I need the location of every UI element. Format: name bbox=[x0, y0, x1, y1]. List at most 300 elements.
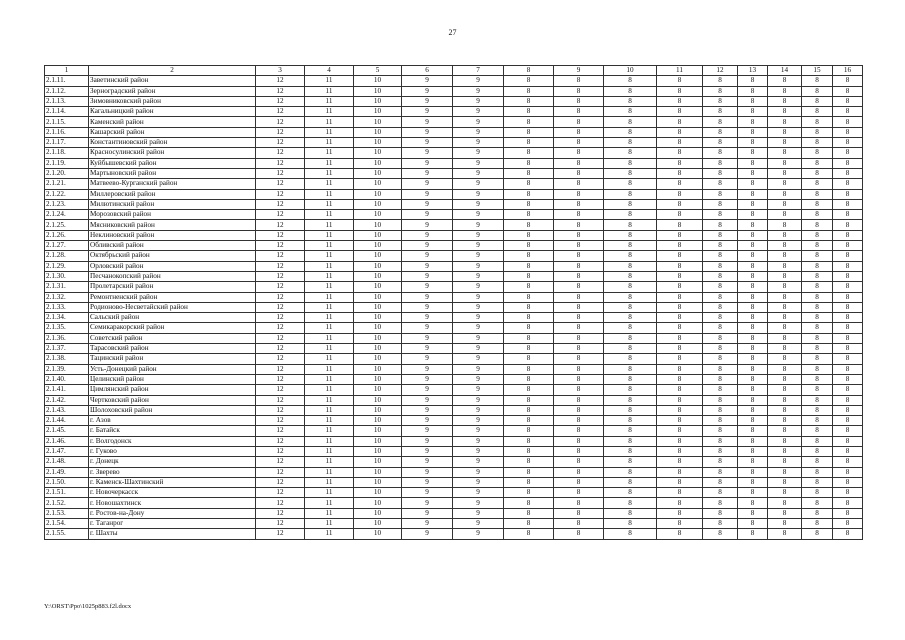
row-value-cell: 8 bbox=[768, 86, 802, 96]
row-value-cell: 8 bbox=[833, 189, 863, 199]
table-row bbox=[45, 477, 863, 487]
row-value-cell: 9 bbox=[453, 446, 504, 456]
row-value-cell: 8 bbox=[504, 529, 554, 539]
row-value-cell: 12 bbox=[256, 179, 305, 189]
row-value-cell: 9 bbox=[402, 467, 453, 477]
row-name-cell: Шолоховский район bbox=[89, 405, 256, 415]
row-value-cell: 8 bbox=[833, 457, 863, 467]
row-value-cell: 11 bbox=[305, 436, 354, 446]
row-value-cell: 11 bbox=[305, 395, 354, 405]
row-value-cell: 9 bbox=[402, 282, 453, 292]
row-value-cell: 9 bbox=[402, 498, 453, 508]
row-value-cell: 12 bbox=[256, 529, 305, 539]
row-value-cell: 9 bbox=[453, 230, 504, 240]
row-value-cell: 8 bbox=[554, 313, 604, 323]
row-value-cell: 10 bbox=[354, 529, 402, 539]
row-value-cell: 9 bbox=[402, 138, 453, 148]
row-value-cell: 10 bbox=[354, 488, 402, 498]
row-value-cell: 8 bbox=[703, 282, 738, 292]
row-name-cell: Песчанокопский район bbox=[89, 271, 256, 281]
row-value-cell: 8 bbox=[703, 251, 738, 261]
row-value-cell: 9 bbox=[453, 498, 504, 508]
row-value-cell: 8 bbox=[554, 416, 604, 426]
row-value-cell: 9 bbox=[402, 436, 453, 446]
row-value-cell: 10 bbox=[354, 96, 402, 106]
row-value-cell: 8 bbox=[657, 426, 703, 436]
column-header: 6 bbox=[402, 66, 453, 76]
row-value-cell: 9 bbox=[453, 199, 504, 209]
row-value-cell: 8 bbox=[833, 96, 863, 106]
row-value-cell: 8 bbox=[833, 529, 863, 539]
row-value-cell: 8 bbox=[768, 477, 802, 487]
table-row bbox=[45, 199, 863, 209]
row-value-cell: 8 bbox=[833, 282, 863, 292]
row-value-cell: 8 bbox=[703, 344, 738, 354]
row-value-cell: 8 bbox=[802, 117, 833, 127]
row-value-cell: 8 bbox=[738, 323, 768, 333]
row-value-cell: 8 bbox=[504, 241, 554, 251]
row-value-cell: 8 bbox=[768, 364, 802, 374]
row-value-cell: 9 bbox=[453, 168, 504, 178]
row-value-cell: 9 bbox=[453, 96, 504, 106]
row-value-cell: 9 bbox=[453, 117, 504, 127]
row-value-cell: 8 bbox=[833, 333, 863, 343]
row-value-cell: 8 bbox=[703, 364, 738, 374]
row-value-cell: 9 bbox=[453, 436, 504, 446]
row-value-cell: 8 bbox=[802, 323, 833, 333]
row-code-cell: 2.1.50. bbox=[45, 477, 89, 487]
row-value-cell: 12 bbox=[256, 210, 305, 220]
row-value-cell: 9 bbox=[453, 385, 504, 395]
row-value-cell: 8 bbox=[802, 148, 833, 158]
row-value-cell: 8 bbox=[738, 313, 768, 323]
row-value-cell: 8 bbox=[554, 333, 604, 343]
row-value-cell: 12 bbox=[256, 519, 305, 529]
row-code-cell: 2.1.33. bbox=[45, 302, 89, 312]
row-value-cell: 8 bbox=[604, 508, 657, 518]
row-value-cell: 8 bbox=[833, 76, 863, 86]
row-value-cell: 11 bbox=[305, 271, 354, 281]
row-value-cell: 8 bbox=[657, 292, 703, 302]
row-value-cell: 8 bbox=[802, 529, 833, 539]
row-value-cell: 8 bbox=[504, 374, 554, 384]
row-value-cell: 8 bbox=[504, 364, 554, 374]
row-value-cell: 10 bbox=[354, 158, 402, 168]
row-code-cell: 2.1.53. bbox=[45, 508, 89, 518]
table-row bbox=[45, 230, 863, 240]
table-row bbox=[45, 148, 863, 158]
row-value-cell: 8 bbox=[554, 76, 604, 86]
table-row bbox=[45, 158, 863, 168]
row-value-cell: 9 bbox=[402, 477, 453, 487]
row-value-cell: 8 bbox=[703, 189, 738, 199]
row-value-cell: 8 bbox=[738, 302, 768, 312]
row-value-cell: 8 bbox=[657, 333, 703, 343]
row-value-cell: 12 bbox=[256, 271, 305, 281]
row-value-cell: 8 bbox=[504, 436, 554, 446]
row-value-cell: 9 bbox=[453, 220, 504, 230]
row-code-cell: 2.1.32. bbox=[45, 292, 89, 302]
row-value-cell: 8 bbox=[768, 508, 802, 518]
row-code-cell: 2.1.37. bbox=[45, 344, 89, 354]
row-value-cell: 8 bbox=[657, 457, 703, 467]
row-value-cell: 8 bbox=[604, 477, 657, 487]
row-name-cell: Ремонтненский район bbox=[89, 292, 256, 302]
row-value-cell: 8 bbox=[703, 127, 738, 137]
table-row bbox=[45, 323, 863, 333]
table-row bbox=[45, 498, 863, 508]
row-value-cell: 9 bbox=[402, 148, 453, 158]
row-value-cell: 8 bbox=[504, 96, 554, 106]
row-value-cell: 8 bbox=[554, 519, 604, 529]
row-value-cell: 9 bbox=[453, 416, 504, 426]
page-number: 27 bbox=[448, 28, 457, 37]
row-value-cell: 8 bbox=[833, 467, 863, 477]
row-value-cell: 8 bbox=[738, 96, 768, 106]
row-value-cell: 8 bbox=[833, 416, 863, 426]
row-value-cell: 8 bbox=[768, 168, 802, 178]
row-value-cell: 8 bbox=[703, 168, 738, 178]
table-row bbox=[45, 488, 863, 498]
row-value-cell: 8 bbox=[768, 241, 802, 251]
row-value-cell: 11 bbox=[305, 241, 354, 251]
row-name-cell: Родионово-Несветайский район bbox=[89, 302, 256, 312]
row-value-cell: 8 bbox=[554, 364, 604, 374]
row-value-cell: 8 bbox=[802, 138, 833, 148]
row-value-cell: 8 bbox=[554, 220, 604, 230]
row-value-cell: 8 bbox=[703, 241, 738, 251]
row-value-cell: 8 bbox=[604, 76, 657, 86]
row-value-cell: 12 bbox=[256, 436, 305, 446]
row-value-cell: 8 bbox=[504, 446, 554, 456]
row-value-cell: 10 bbox=[354, 168, 402, 178]
row-value-cell: 8 bbox=[833, 374, 863, 384]
row-value-cell: 10 bbox=[354, 251, 402, 261]
row-value-cell: 9 bbox=[402, 529, 453, 539]
row-value-cell: 9 bbox=[402, 405, 453, 415]
row-value-cell: 10 bbox=[354, 138, 402, 148]
row-value-cell: 8 bbox=[504, 405, 554, 415]
row-value-cell: 8 bbox=[802, 364, 833, 374]
column-header: 1 bbox=[45, 66, 89, 76]
row-value-cell: 8 bbox=[657, 282, 703, 292]
column-header: 16 bbox=[833, 66, 863, 76]
row-name-cell: Константиновский район bbox=[89, 138, 256, 148]
row-value-cell: 9 bbox=[453, 519, 504, 529]
row-value-cell: 8 bbox=[802, 210, 833, 220]
row-value-cell: 8 bbox=[504, 282, 554, 292]
row-value-cell: 8 bbox=[604, 96, 657, 106]
row-value-cell: 8 bbox=[657, 220, 703, 230]
row-code-cell: 2.1.36. bbox=[45, 333, 89, 343]
row-value-cell: 8 bbox=[604, 210, 657, 220]
row-value-cell: 8 bbox=[554, 148, 604, 158]
row-value-cell: 9 bbox=[453, 261, 504, 271]
row-code-cell: 2.1.22. bbox=[45, 189, 89, 199]
table-header-row bbox=[45, 66, 863, 76]
row-value-cell: 8 bbox=[554, 385, 604, 395]
row-code-cell: 2.1.48. bbox=[45, 457, 89, 467]
row-value-cell: 12 bbox=[256, 323, 305, 333]
row-value-cell: 12 bbox=[256, 467, 305, 477]
row-value-cell: 8 bbox=[768, 302, 802, 312]
row-value-cell: 10 bbox=[354, 405, 402, 415]
row-value-cell: 11 bbox=[305, 210, 354, 220]
row-value-cell: 8 bbox=[604, 385, 657, 395]
row-code-cell: 2.1.47. bbox=[45, 446, 89, 456]
row-value-cell: 12 bbox=[256, 107, 305, 117]
row-value-cell: 8 bbox=[833, 158, 863, 168]
row-value-cell: 8 bbox=[768, 323, 802, 333]
row-value-cell: 8 bbox=[657, 251, 703, 261]
row-name-cell: г. Новошахтинск bbox=[89, 498, 256, 508]
row-value-cell: 8 bbox=[833, 210, 863, 220]
row-value-cell: 8 bbox=[604, 282, 657, 292]
data-table-container bbox=[44, 65, 862, 540]
row-value-cell: 8 bbox=[604, 86, 657, 96]
row-value-cell: 11 bbox=[305, 117, 354, 127]
row-value-cell: 9 bbox=[453, 405, 504, 415]
row-value-cell: 8 bbox=[738, 282, 768, 292]
table-row bbox=[45, 220, 863, 230]
row-value-cell: 9 bbox=[453, 426, 504, 436]
row-value-cell: 11 bbox=[305, 313, 354, 323]
row-value-cell: 10 bbox=[354, 292, 402, 302]
row-value-cell: 12 bbox=[256, 158, 305, 168]
row-value-cell: 8 bbox=[768, 344, 802, 354]
row-value-cell: 8 bbox=[657, 168, 703, 178]
row-value-cell: 8 bbox=[657, 446, 703, 456]
row-name-cell: Заветинский район bbox=[89, 76, 256, 86]
table-row bbox=[45, 271, 863, 281]
row-value-cell: 8 bbox=[604, 127, 657, 137]
row-value-cell: 10 bbox=[354, 344, 402, 354]
column-header: 4 bbox=[305, 66, 354, 76]
row-value-cell: 10 bbox=[354, 333, 402, 343]
row-value-cell: 9 bbox=[453, 86, 504, 96]
row-value-cell: 8 bbox=[554, 529, 604, 539]
table-row bbox=[45, 519, 863, 529]
row-value-cell: 8 bbox=[768, 230, 802, 240]
row-value-cell: 8 bbox=[833, 498, 863, 508]
row-code-cell: 2.1.44. bbox=[45, 416, 89, 426]
row-value-cell: 8 bbox=[604, 241, 657, 251]
row-value-cell: 12 bbox=[256, 241, 305, 251]
row-value-cell: 11 bbox=[305, 446, 354, 456]
row-name-cell: Целинский район bbox=[89, 374, 256, 384]
row-value-cell: 8 bbox=[703, 374, 738, 384]
row-value-cell: 11 bbox=[305, 508, 354, 518]
row-value-cell: 8 bbox=[604, 117, 657, 127]
row-code-cell: 2.1.20. bbox=[45, 168, 89, 178]
row-value-cell: 8 bbox=[604, 313, 657, 323]
row-value-cell: 8 bbox=[703, 210, 738, 220]
row-value-cell: 8 bbox=[738, 261, 768, 271]
row-value-cell: 8 bbox=[554, 96, 604, 106]
row-value-cell: 9 bbox=[453, 477, 504, 487]
row-value-cell: 8 bbox=[833, 220, 863, 230]
row-value-cell: 10 bbox=[354, 416, 402, 426]
row-name-cell: Тацинский район bbox=[89, 354, 256, 364]
row-value-cell: 11 bbox=[305, 168, 354, 178]
row-value-cell: 9 bbox=[402, 385, 453, 395]
row-value-cell: 9 bbox=[453, 138, 504, 148]
row-value-cell: 9 bbox=[402, 292, 453, 302]
row-value-cell: 8 bbox=[768, 210, 802, 220]
table-row bbox=[45, 344, 863, 354]
row-value-cell: 9 bbox=[402, 76, 453, 86]
row-value-cell: 8 bbox=[504, 385, 554, 395]
row-value-cell: 8 bbox=[554, 457, 604, 467]
row-code-cell: 2.1.29. bbox=[45, 261, 89, 271]
table-row bbox=[45, 76, 863, 86]
row-value-cell: 9 bbox=[453, 282, 504, 292]
row-value-cell: 8 bbox=[738, 395, 768, 405]
row-value-cell: 8 bbox=[657, 241, 703, 251]
row-value-cell: 12 bbox=[256, 96, 305, 106]
row-value-cell: 9 bbox=[402, 302, 453, 312]
row-value-cell: 9 bbox=[402, 96, 453, 106]
row-value-cell: 8 bbox=[504, 467, 554, 477]
row-value-cell: 8 bbox=[657, 148, 703, 158]
table-body bbox=[45, 76, 863, 539]
row-value-cell: 8 bbox=[604, 179, 657, 189]
row-value-cell: 9 bbox=[402, 333, 453, 343]
row-value-cell: 11 bbox=[305, 374, 354, 384]
row-value-cell: 12 bbox=[256, 138, 305, 148]
row-value-cell: 8 bbox=[504, 138, 554, 148]
row-value-cell: 12 bbox=[256, 76, 305, 86]
row-value-cell: 11 bbox=[305, 385, 354, 395]
row-value-cell: 8 bbox=[703, 333, 738, 343]
row-value-cell: 8 bbox=[802, 158, 833, 168]
row-value-cell: 9 bbox=[402, 323, 453, 333]
row-code-cell: 2.1.18. bbox=[45, 148, 89, 158]
row-name-cell: Каменский район bbox=[89, 117, 256, 127]
row-value-cell: 8 bbox=[738, 117, 768, 127]
row-value-cell: 8 bbox=[604, 405, 657, 415]
row-value-cell: 8 bbox=[738, 127, 768, 137]
row-name-cell: Матвеево-Курганский район bbox=[89, 179, 256, 189]
row-value-cell: 8 bbox=[768, 467, 802, 477]
row-value-cell: 8 bbox=[604, 302, 657, 312]
row-value-cell: 8 bbox=[657, 385, 703, 395]
row-value-cell: 12 bbox=[256, 426, 305, 436]
row-name-cell: Советский район bbox=[89, 333, 256, 343]
row-value-cell: 8 bbox=[768, 529, 802, 539]
row-value-cell: 9 bbox=[402, 364, 453, 374]
row-value-cell: 8 bbox=[504, 488, 554, 498]
row-code-cell: 2.1.13. bbox=[45, 96, 89, 106]
row-value-cell: 8 bbox=[833, 344, 863, 354]
row-value-cell: 8 bbox=[554, 107, 604, 117]
row-value-cell: 12 bbox=[256, 292, 305, 302]
row-value-cell: 8 bbox=[703, 96, 738, 106]
row-value-cell: 8 bbox=[768, 436, 802, 446]
row-value-cell: 8 bbox=[833, 230, 863, 240]
row-value-cell: 8 bbox=[504, 508, 554, 518]
row-value-cell: 8 bbox=[703, 230, 738, 240]
row-value-cell: 8 bbox=[604, 374, 657, 384]
row-value-cell: 8 bbox=[554, 467, 604, 477]
row-value-cell: 8 bbox=[604, 344, 657, 354]
row-value-cell: 8 bbox=[554, 168, 604, 178]
row-value-cell: 8 bbox=[554, 498, 604, 508]
row-value-cell: 10 bbox=[354, 374, 402, 384]
row-value-cell: 8 bbox=[504, 354, 554, 364]
row-value-cell: 8 bbox=[657, 405, 703, 415]
row-value-cell: 8 bbox=[604, 488, 657, 498]
row-value-cell: 8 bbox=[657, 210, 703, 220]
row-value-cell: 8 bbox=[657, 96, 703, 106]
row-value-cell: 8 bbox=[738, 230, 768, 240]
row-value-cell: 8 bbox=[738, 529, 768, 539]
row-value-cell: 8 bbox=[738, 436, 768, 446]
row-value-cell: 8 bbox=[833, 241, 863, 251]
table-row bbox=[45, 374, 863, 384]
row-value-cell: 10 bbox=[354, 179, 402, 189]
row-value-cell: 8 bbox=[768, 107, 802, 117]
row-value-cell: 8 bbox=[833, 261, 863, 271]
row-value-cell: 8 bbox=[657, 107, 703, 117]
row-value-cell: 8 bbox=[604, 230, 657, 240]
row-value-cell: 11 bbox=[305, 529, 354, 539]
row-value-cell: 10 bbox=[354, 313, 402, 323]
table-row bbox=[45, 446, 863, 456]
row-value-cell: 8 bbox=[802, 344, 833, 354]
table-row bbox=[45, 354, 863, 364]
row-value-cell: 12 bbox=[256, 230, 305, 240]
row-value-cell: 8 bbox=[738, 498, 768, 508]
row-value-cell: 8 bbox=[504, 498, 554, 508]
row-value-cell: 9 bbox=[453, 76, 504, 86]
row-value-cell: 10 bbox=[354, 436, 402, 446]
row-value-cell: 11 bbox=[305, 292, 354, 302]
table-row bbox=[45, 261, 863, 271]
row-value-cell: 8 bbox=[657, 189, 703, 199]
row-value-cell: 11 bbox=[305, 467, 354, 477]
row-value-cell: 8 bbox=[768, 138, 802, 148]
column-header: 11 bbox=[657, 66, 703, 76]
row-value-cell: 9 bbox=[453, 374, 504, 384]
row-value-cell: 9 bbox=[402, 416, 453, 426]
row-value-cell: 8 bbox=[738, 426, 768, 436]
row-value-cell: 8 bbox=[554, 199, 604, 209]
row-name-cell: г. Шахты bbox=[89, 529, 256, 539]
row-value-cell: 12 bbox=[256, 86, 305, 96]
row-value-cell: 8 bbox=[554, 477, 604, 487]
row-value-cell: 10 bbox=[354, 467, 402, 477]
row-value-cell: 8 bbox=[504, 210, 554, 220]
row-value-cell: 8 bbox=[738, 374, 768, 384]
row-value-cell: 9 bbox=[453, 354, 504, 364]
column-header: 12 bbox=[703, 66, 738, 76]
row-value-cell: 9 bbox=[402, 374, 453, 384]
row-value-cell: 8 bbox=[833, 107, 863, 117]
row-code-cell: 2.1.35. bbox=[45, 323, 89, 333]
row-value-cell: 8 bbox=[833, 385, 863, 395]
row-value-cell: 12 bbox=[256, 282, 305, 292]
row-value-cell: 8 bbox=[802, 333, 833, 343]
row-value-cell: 8 bbox=[703, 148, 738, 158]
row-value-cell: 8 bbox=[768, 385, 802, 395]
row-value-cell: 9 bbox=[453, 107, 504, 117]
row-value-cell: 10 bbox=[354, 107, 402, 117]
row-value-cell: 8 bbox=[703, 426, 738, 436]
row-value-cell: 8 bbox=[604, 333, 657, 343]
row-value-cell: 8 bbox=[703, 519, 738, 529]
row-value-cell: 8 bbox=[802, 519, 833, 529]
